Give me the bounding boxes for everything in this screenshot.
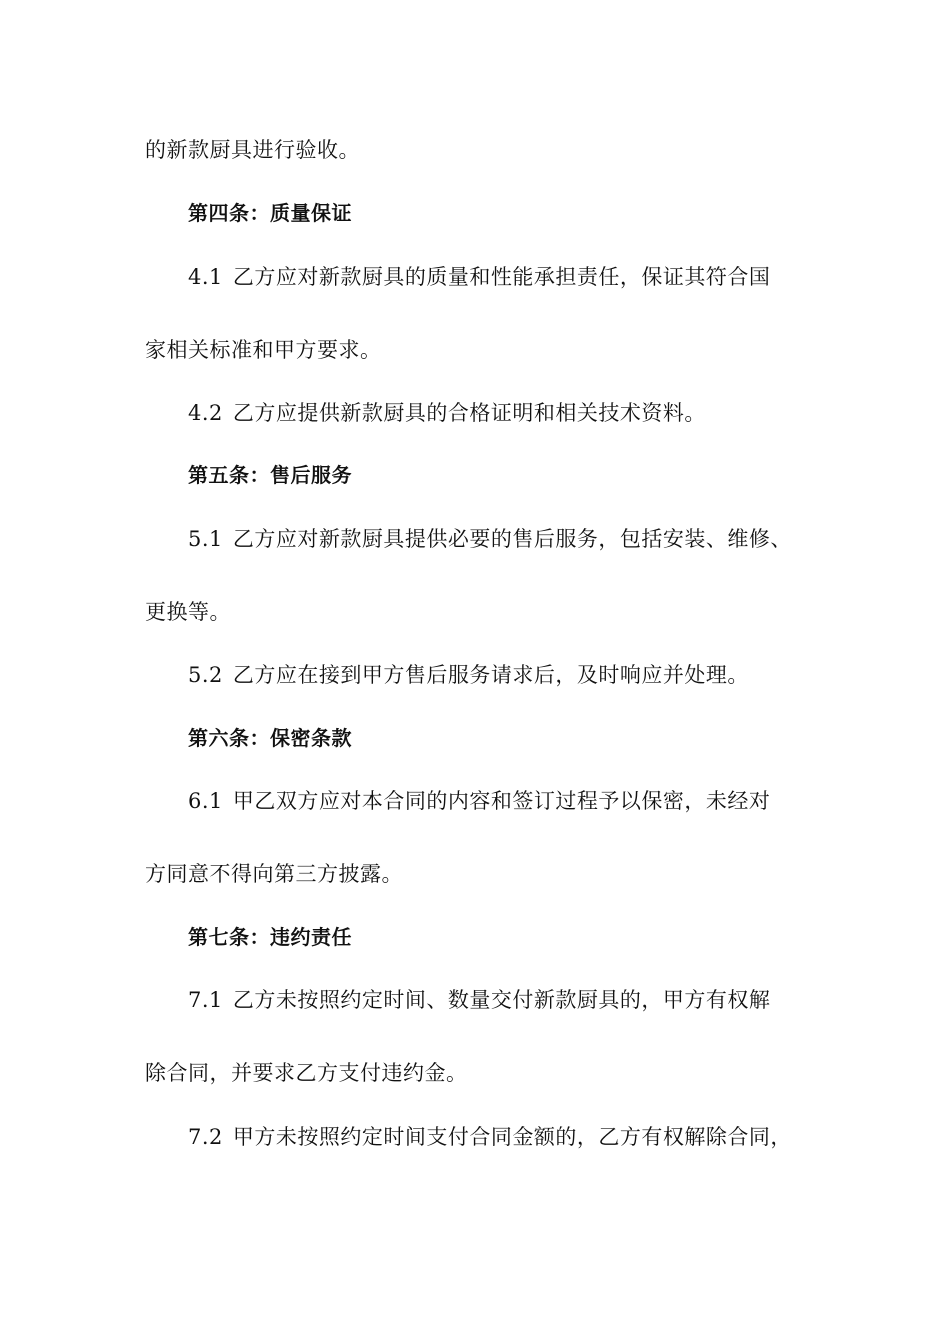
clause-number: 4.1 xyxy=(188,265,223,289)
section-heading-5: 第五条：售后服务 xyxy=(188,463,352,487)
clause-5-1-continuation: 更换等。 xyxy=(145,600,231,624)
clause-text: 甲方未按照约定时间支付合同金额的，乙方有权解除合同， xyxy=(232,1125,792,1149)
paragraph-continuation: 的新款厨具进行验收。 xyxy=(145,138,360,162)
clause-5-2 xyxy=(188,660,749,690)
clause-5-1 xyxy=(188,524,792,554)
clause-4-1 xyxy=(188,262,770,292)
section-heading-6: 第六条：保密条款 xyxy=(188,726,352,750)
clause-number: 6.1 xyxy=(188,789,223,813)
clause-text: 乙方应提供新款厨具的合格证明和相关技术资料。 xyxy=(232,401,706,425)
clause-text: 乙方未按照约定时间、数量交付新款厨具的，甲方有权解 xyxy=(232,988,771,1012)
clause-number: 7.1 xyxy=(188,988,223,1012)
clause-4-1-continuation: 家相关标准和甲方要求。 xyxy=(145,338,382,362)
clause-number: 7.2 xyxy=(188,1125,223,1149)
clause-text: 乙方应在接到甲方售后服务请求后，及时响应并处理。 xyxy=(232,663,749,687)
clause-4-2 xyxy=(188,398,706,428)
clause-number: 4.2 xyxy=(188,401,223,425)
clause-7-1-continuation: 除合同，并要求乙方支付违约金。 xyxy=(145,1061,468,1085)
clause-text: 乙方应对新款厨具提供必要的售后服务，包括安装、维修、 xyxy=(232,527,792,551)
clause-text: 甲乙双方应对本合同的内容和签订过程予以保密，未经对 xyxy=(232,789,771,813)
section-heading-7: 第七条：违约责任 xyxy=(188,925,352,949)
clause-text: 乙方应对新款厨具的质量和性能承担责任，保证其符合国 xyxy=(232,265,771,289)
clause-number: 5.2 xyxy=(188,663,223,687)
section-heading-4: 第四条：质量保证 xyxy=(188,201,352,225)
clause-7-2 xyxy=(188,1122,792,1152)
clause-7-1 xyxy=(188,985,770,1015)
clause-6-1-continuation: 方同意不得向第三方披露。 xyxy=(145,862,403,886)
clause-6-1 xyxy=(188,786,770,816)
clause-number: 5.1 xyxy=(188,527,223,551)
